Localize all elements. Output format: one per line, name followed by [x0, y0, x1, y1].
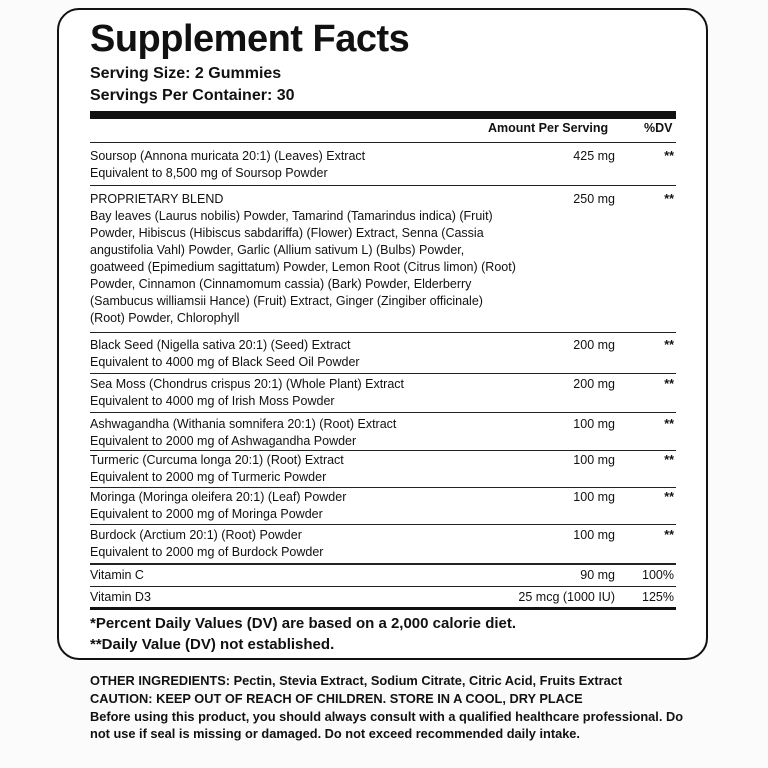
divider [90, 524, 676, 525]
nutrient-amount: 25 mcg (1000 IU) [518, 590, 615, 604]
divider [90, 450, 676, 451]
nutrient-dv: 100% [642, 568, 674, 582]
nutrient-amount: 100 mg [573, 453, 615, 467]
nutrient-dv: ** [664, 338, 674, 352]
nutrient-dv: ** [664, 453, 674, 467]
divider [90, 332, 676, 333]
nutrient-dv: 125% [642, 590, 674, 604]
nutrient-detail: Equivalent to 8,500 mg of Soursop Powder [90, 166, 328, 180]
nutrient-name: Ashwagandha (Withania somnifera 20:1) (Root) Extract [90, 417, 397, 431]
servings-per-container: Servings Per Container: 30 [90, 87, 295, 104]
caution-text: CAUTION: KEEP OUT OF REACH OF CHILDREN. STORE IN A COOL, DRY PLACE [90, 691, 583, 706]
dv-not-established-footnote: **Daily Value (DV) not established. [90, 636, 335, 653]
nutrient-detail: Equivalent to 2000 mg of Moringa Powder [90, 507, 323, 521]
divider [90, 412, 676, 413]
nutrient-name: Turmeric (Curcuma longa 20:1) (Root) Extract [90, 453, 344, 467]
panel-title: Supplement Facts [90, 18, 410, 60]
other-ingredients: OTHER INGREDIENTS: Pectin, Stevia Extract, Sodium Citrate, Citric Acid, Fruits Extract [90, 673, 623, 688]
nutrient-dv: ** [664, 192, 674, 206]
nutrient-name: Burdock (Arctium 20:1) (Root) Powder [90, 528, 302, 542]
nutrient-dv: ** [664, 377, 674, 391]
nutrient-name: Moringa (Moringa oleifera 20:1) (Leaf) Powder [90, 490, 347, 504]
nutrient-detail: Equivalent to 2000 mg of Burdock Powder [90, 545, 324, 559]
header-bar [90, 111, 676, 119]
nutrient-name: Black Seed (Nigella sativa 20:1) (Seed) Extract [90, 338, 351, 352]
nutrient-name: Soursop (Annona muricata 20:1) (Leaves) Extract [90, 149, 366, 163]
nutrient-amount: 200 mg [573, 338, 615, 352]
nutrient-amount: 200 mg [573, 377, 615, 391]
nutrient-amount: 100 mg [573, 490, 615, 504]
nutrient-amount: 425 mg [573, 149, 615, 163]
nutrient-detail: Equivalent to 2000 mg of Ashwagandha Powder [90, 434, 357, 448]
nutrient-dv: ** [664, 149, 674, 163]
nutrient-detail: Equivalent to 2000 mg of Turmeric Powder [90, 470, 327, 484]
divider [90, 373, 676, 374]
divider [90, 586, 676, 587]
divider [90, 185, 676, 186]
nutrient-detail: Bay leaves (Laurus nobilis) Powder, Tamarind (Tamarindus indica) (Fruit) Powder, Hibiscus (Hibiscus sabdariffa) (Flower) Extract, Senna (Cassia angustifolia Vahl) Powder, Garlic (Allium sativum L) (Bulbs) Powder, goatweed (Epimedium sagittatum) Powder, Lemon Root (Citrus limon) (Root) Powder, Cinnamon (Cinnamomum cassia) (Bark) Powder, Elderberry (Sambucus williamsii Hance) (Fruit) Extract, Ginger (Zingiber officinale) (Root) Powder, Chlorophyll [90, 209, 516, 325]
nutrient-detail: Equivalent to 4000 mg of Black Seed Oil Powder [90, 355, 360, 369]
dv-header: %DV [644, 121, 673, 135]
amount-per-serving-header: Amount Per Serving [488, 121, 609, 135]
divider [90, 563, 676, 565]
nutrient-detail: Equivalent to 4000 mg of Irish Moss Powder [90, 394, 335, 408]
nutrient-dv: ** [664, 417, 674, 431]
nutrient-amount: 100 mg [573, 417, 615, 431]
nutrient-amount: 100 mg [573, 528, 615, 542]
divider [90, 487, 676, 488]
nutrient-dv: ** [664, 528, 674, 542]
dv-footnote: *Percent Daily Values (DV) are based on a 2,000 calorie diet. [90, 615, 517, 632]
nutrient-amount: 90 mg [580, 568, 615, 582]
nutrient-name: Sea Moss (Chondrus crispus 20:1) (Whole Plant) Extract [90, 377, 405, 391]
nutrient-amount: 250 mg [573, 192, 615, 206]
serving-size: Serving Size: 2 Gummies [90, 65, 282, 82]
nutrient-name: Vitamin C [90, 568, 144, 582]
advice-text: Before using this product, you should always consult with a qualified healthcare professional. Do not use if seal is missing or damaged. Do not exceed recommended daily intake. [90, 709, 684, 741]
footer-bar [90, 607, 676, 610]
divider [90, 142, 676, 143]
nutrient-name: Vitamin D3 [90, 590, 151, 604]
nutrient-name: PROPRIETARY BLEND [90, 192, 224, 206]
nutrient-dv: ** [664, 490, 674, 504]
